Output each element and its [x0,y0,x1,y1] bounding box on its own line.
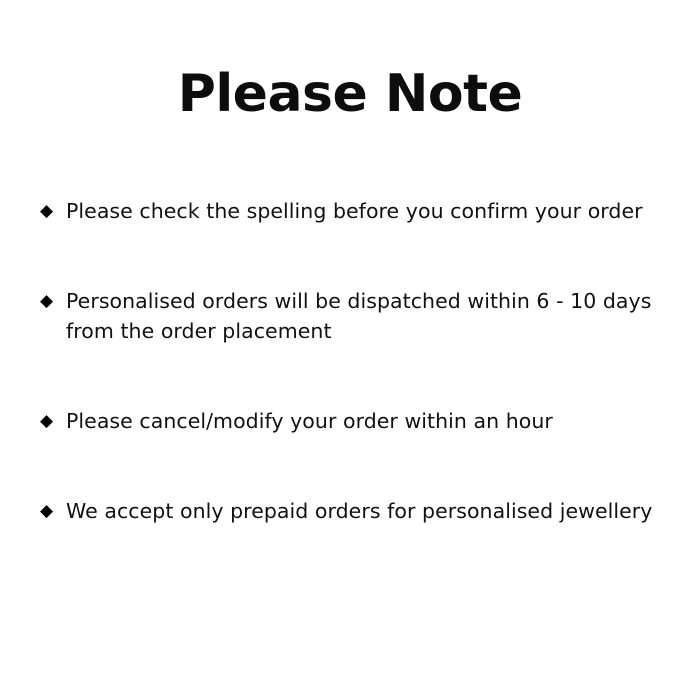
list-item [38,196,662,226]
list-item [38,286,662,346]
note-list [38,196,662,526]
list-item-text: Personalised orders will be dispatched within 6 - 10 days from the order placement [66,289,652,343]
list-item-text: Please check the spelling before you confirm your order [66,199,643,223]
diamond-bullet-icon: ◆ [40,201,54,221]
diamond-bullet-icon: ◆ [40,501,54,521]
list-item-text: We accept only prepaid orders for personalised jewellery [66,499,653,523]
list-item [38,496,662,526]
list-item-text: Please cancel/modify your order within an hour [66,409,553,433]
list-item [38,406,662,436]
diamond-bullet-icon: ◆ [40,411,54,431]
diamond-bullet-icon: ◆ [40,291,54,311]
page-title: Please Note [177,64,523,124]
